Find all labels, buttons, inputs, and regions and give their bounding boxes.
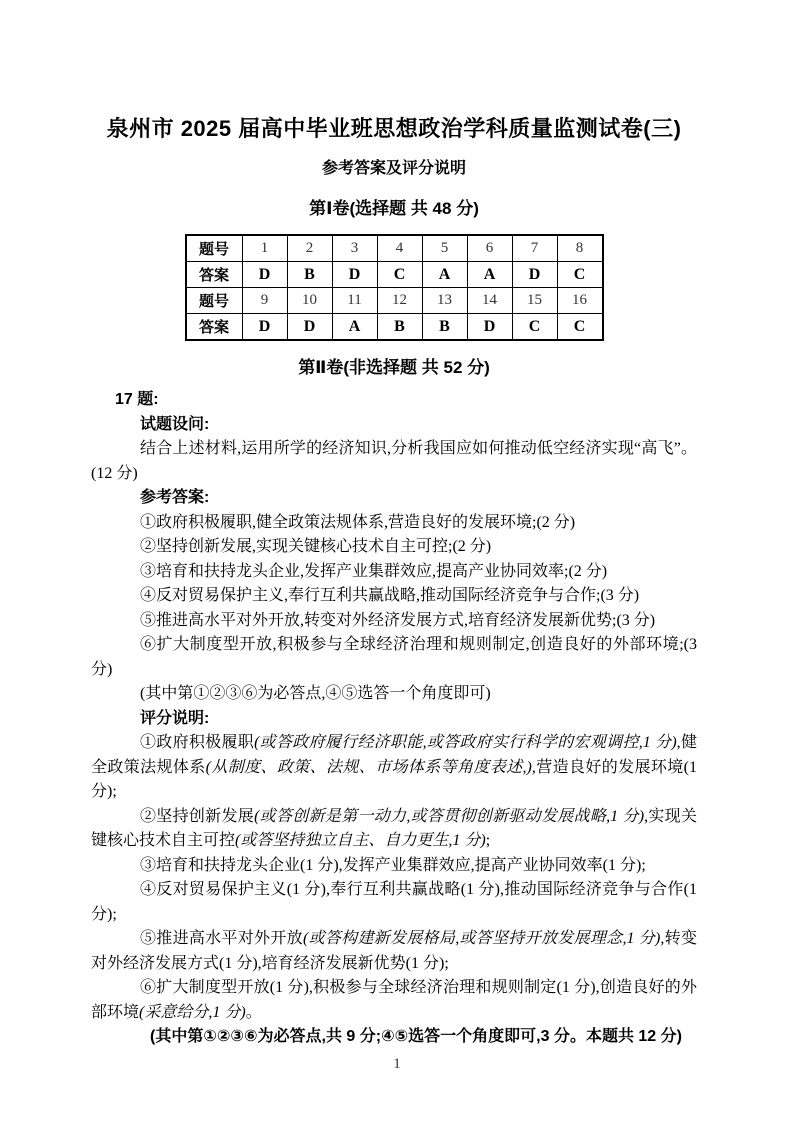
question-number-cell: 11 — [332, 288, 377, 314]
scoring-point-6 — [91, 976, 697, 1025]
answer-cell: D — [242, 262, 287, 288]
scoring-text: ⑤推进高水平对外开放 — [140, 930, 303, 947]
document-title: 泉州市 2025 届高中毕业班思想政治学科质量监测试卷(三) — [106, 116, 682, 141]
scoring-point-2 — [91, 805, 697, 854]
answer-table — [185, 234, 604, 341]
answer-cell: C — [557, 314, 603, 341]
scoring-alt-phrase: (或答创新是第一动力,或答贯彻创新驱动发展战略,1 分) — [254, 807, 645, 825]
scoring-text: 。 — [245, 1003, 262, 1021]
answer-point-3: ③培育和扶持龙头企业,发挥产业集群效应,提高产业协同效率;(2 分) — [140, 562, 608, 580]
scoring-text: ,实现关键核心技术自主可控 — [91, 807, 697, 849]
answer-cell: A — [422, 262, 467, 288]
answer-cell: D — [467, 314, 512, 341]
answer-point-2: ②坚持创新发展,实现关键核心技术自主可控;(2 分) — [140, 538, 492, 555]
answer-point-6: ⑥扩大制度型开放,积极参与全球经济治理和规则制定,创造良好的外部环境;(3 分) — [91, 636, 697, 678]
scoring-text: ②坚持创新发展 — [140, 807, 255, 825]
answer-cell: D — [332, 262, 377, 288]
scoring-text: ; — [485, 832, 491, 849]
question-number-cell: 1 — [242, 235, 287, 262]
table-header-cell: 答案 — [186, 262, 243, 288]
answer-label: 参考答案: — [140, 489, 210, 506]
table-header-cell: 题号 — [186, 235, 243, 262]
question-number-cell: 6 — [467, 235, 512, 262]
scoring-text: ,健全政策法规体系 — [91, 734, 697, 776]
answer-cell: C — [377, 262, 422, 288]
answer-note: (其中第①②③⑥为必答点,④⑤选答一个角度即可) — [140, 685, 491, 702]
scoring-summary: (其中第①②③⑥为必答点,共 9 分;④⑤选答一个角度即可,3 分。本题共 12 分) — [150, 1028, 682, 1045]
scoring-text: ①政府积极履职 — [140, 734, 255, 751]
scoring-alt-phrase: (或答政府履行经济职能,或答政府实行科学的宏观调控,1 分) — [254, 734, 677, 751]
answer-point-5: ⑤推进高水平对外开放,转变对外经济发展方式,培育经济发展新优势;(3 分) — [140, 611, 656, 629]
scoring-point-3 — [91, 854, 697, 879]
question-number-cell: 2 — [287, 235, 332, 262]
scoring-alt-phrase: (从制度、政策、法规、市场体系等角度表述,) — [205, 758, 532, 776]
section2-heading: 第Ⅱ卷(非选择题 共 52 分) — [298, 358, 490, 377]
question-number-cell: 14 — [467, 288, 512, 314]
question-number-cell: 9 — [242, 288, 287, 314]
table-row-answers — [186, 314, 603, 341]
table-header-cell: 答案 — [186, 314, 243, 341]
section1-heading: 第Ⅰ卷(选择题 共 48 分) — [309, 199, 479, 218]
answer-point-1: ①政府积极履职,健全政策法规体系,营造良好的发展环境;(2 分) — [140, 513, 576, 531]
answer-cell: D — [512, 262, 557, 288]
answer-cell: D — [287, 314, 332, 341]
table-row-question-numbers — [186, 235, 603, 262]
scoring-point-4 — [91, 878, 697, 927]
scoring-text: ,营造良好的发展环境(1 分); — [91, 758, 697, 800]
answer-cell: D — [242, 314, 287, 341]
answer-cell: B — [377, 314, 422, 341]
scoring-point-1 — [91, 731, 697, 805]
table-row-question-numbers — [186, 288, 603, 314]
scoring-text: ③培育和扶持龙头企业(1 分),发挥产业集群效应,提高产业协同效率(1 分); — [140, 856, 646, 874]
page-number: 1 — [393, 1056, 401, 1072]
answer-cell: C — [557, 262, 603, 288]
question-number-cell: 15 — [512, 288, 557, 314]
answer-cell: B — [287, 262, 332, 288]
question-number-cell: 8 — [557, 235, 603, 262]
scoring-text: ④反对贸易保护主义(1 分),奉行互利共赢战略(1 分),推动国际经济竞争与合作(1 分); — [91, 881, 697, 923]
answer-point-4: ④反对贸易保护主义,奉行互利共赢战略,推动国际经济竞争与合作;(3 分) — [140, 587, 640, 604]
question-number-cell: 13 — [422, 288, 467, 314]
question-number-cell: 12 — [377, 288, 422, 314]
question-number-cell: 10 — [287, 288, 332, 314]
prompt-label: 试题设问: — [140, 415, 210, 433]
answer-cell: A — [467, 262, 512, 288]
document-subtitle: 参考答案及评分说明 — [321, 160, 466, 177]
scoring-alt-phrase: (或答构建新发展格局,或答坚持开放发展理念,1 分) — [302, 930, 661, 947]
scoring-point-5 — [91, 927, 697, 976]
question-number-cell: 16 — [557, 288, 603, 314]
scoring-label: 评分说明: — [140, 709, 210, 727]
scoring-text: ⑥扩大制度型开放(1 分),积极参与全球经济治理和规则制定(1 分),创造良好的外部环境 — [91, 979, 697, 1021]
table-row-answers — [186, 262, 603, 288]
question-number-cell: 4 — [377, 235, 422, 262]
scoring-alt-phrase: (采意给分,1 分) — [139, 1003, 246, 1021]
question-number-label: 17 题: — [115, 391, 159, 408]
table-header-cell: 题号 — [186, 288, 243, 314]
question-number-cell: 3 — [332, 235, 377, 262]
question-number-cell: 5 — [422, 235, 467, 262]
answer-cell: A — [332, 314, 377, 341]
prompt-text: 结合上述材料,运用所学的经济知识,分析我国应如何推动低空经济实现“高飞”。(12 分) — [91, 440, 697, 482]
question-number-cell: 7 — [512, 235, 557, 262]
answer-cell: C — [512, 314, 557, 341]
answer-cell: B — [422, 314, 467, 341]
scoring-text: ,转变对外经济发展方式(1 分),培育经济发展新优势(1 分); — [91, 930, 697, 972]
scoring-alt-phrase: (或答坚持独立自主、自力更生,1 分) — [235, 832, 486, 849]
